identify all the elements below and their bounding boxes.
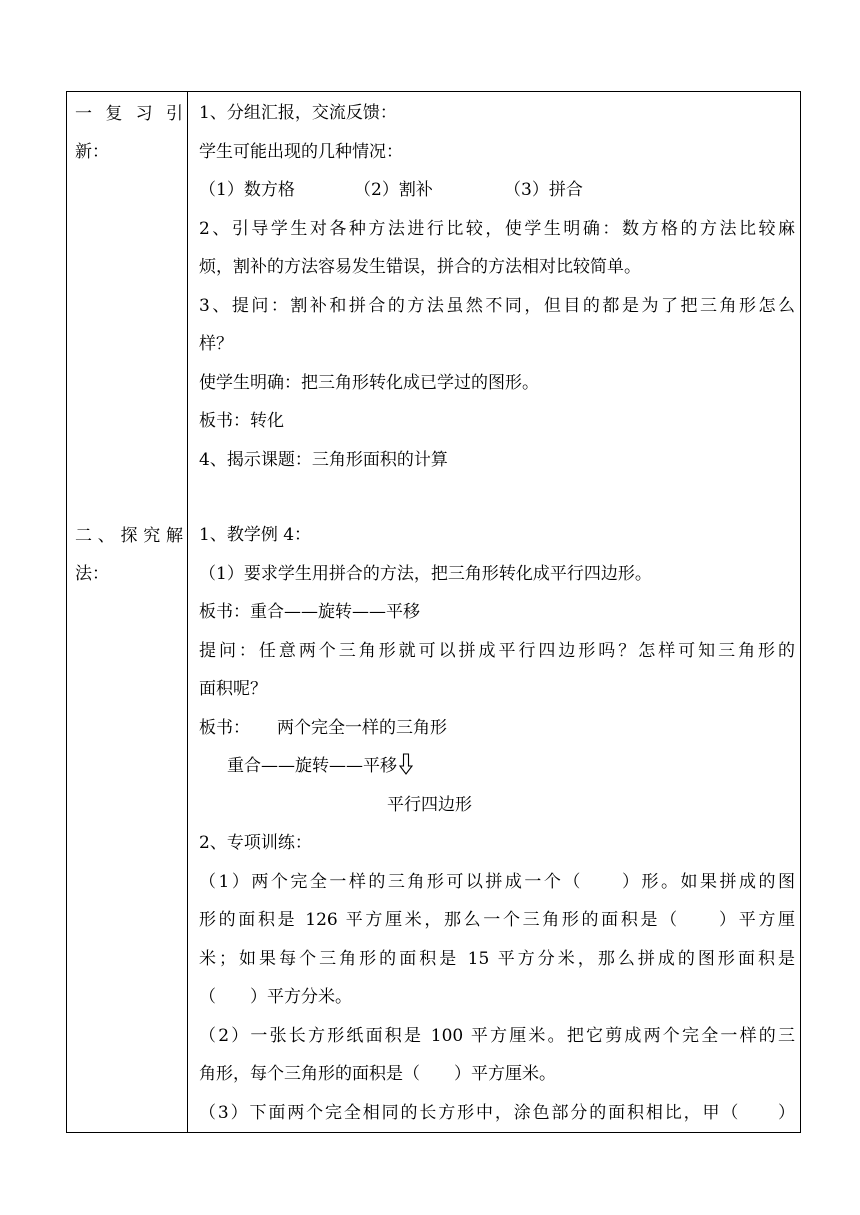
section1-content	[199, 94, 795, 479]
method-item: （1）数方格	[199, 180, 295, 200]
lesson-table	[66, 91, 801, 1133]
section1-line: 板书：转化	[199, 411, 284, 431]
training-line: 角形，每个三角形的面积是（ ）平方厘米。	[199, 1064, 556, 1084]
training-line: （ ）平方分米。	[199, 987, 352, 1007]
section2-line: （1）要求学生用拼合的方法，把三角形转化成平行四边形。	[199, 563, 652, 584]
section1-line: 烦，割补的方法容易发生错误，拼合的方法相对比较简单。	[199, 257, 641, 277]
section1-line: 4、揭示课题：三角形面积的计算	[199, 449, 448, 470]
methods-row	[199, 171, 795, 210]
board-row-top	[199, 709, 795, 748]
section2-label	[75, 517, 183, 593]
down-arrow-icon	[399, 753, 413, 775]
training-line: （3）下面两个完全相同的长方形中，涂色部分的面积相比，甲（ ）	[199, 1102, 795, 1123]
section1-line: 3、提问：割补和拼合的方法虽然不同，但目的都是为了把三角形怎么	[199, 295, 795, 316]
section2-label-line1: 二、探究解	[75, 526, 183, 546]
board-label: 板书：	[199, 717, 250, 738]
section1-line: 1、分组汇报，交流反馈：	[199, 103, 397, 123]
method-item: （3）拼合	[504, 180, 583, 200]
column-divider	[187, 92, 188, 1132]
training-line: 形的面积是 126 平方厘米，那么一个三角形的面积是（ ）平方厘	[199, 910, 795, 930]
section2-line: 面积呢？	[199, 679, 267, 699]
section1-line: 2、引导学生对各种方法进行比较，使学生明确：数方格的方法比较麻	[199, 218, 795, 239]
section1-line: 使学生明确：把三角形转化成已学过的图形。	[199, 372, 539, 393]
training-line: （1）两个完全一样的三角形可以拼成一个（ ）形。如果拼成的图	[199, 871, 795, 892]
section1-label-line1: 一 复 习 引	[75, 104, 183, 124]
section2-line: 1、教学例 4：	[199, 525, 312, 545]
training-line: （2）一张长方形纸面积是 100 平方厘米。把它剪成两个完全一样的三	[199, 1025, 795, 1046]
method-item: （2）割补	[354, 180, 433, 200]
section1-label-line2: 新：	[75, 142, 109, 162]
board-top-text: 两个完全一样的三角形	[277, 717, 447, 738]
section2-line: 板书：重合——旋转——平移	[199, 602, 420, 622]
section2-label-line2: 法：	[75, 564, 109, 584]
section2-line: 提问：任意两个三角形就可以拼成平行四边形吗？怎样可知三角形的	[199, 640, 795, 661]
training-line: 米；如果每个三角形的面积是 15 平方分米，那么拼成的图形面积是	[199, 948, 795, 969]
section1-line: 样？	[199, 334, 233, 354]
training-title: 2、专项训练：	[199, 833, 312, 853]
section1-line: 学生可能出现的几种情况：	[199, 141, 403, 162]
board-bottom-text: 平行四边形	[387, 794, 472, 815]
section1-label	[75, 95, 183, 171]
board-middle-text: 重合——旋转——平移	[227, 756, 397, 776]
section2-content	[199, 516, 795, 1132]
board-row-middle	[199, 747, 795, 786]
